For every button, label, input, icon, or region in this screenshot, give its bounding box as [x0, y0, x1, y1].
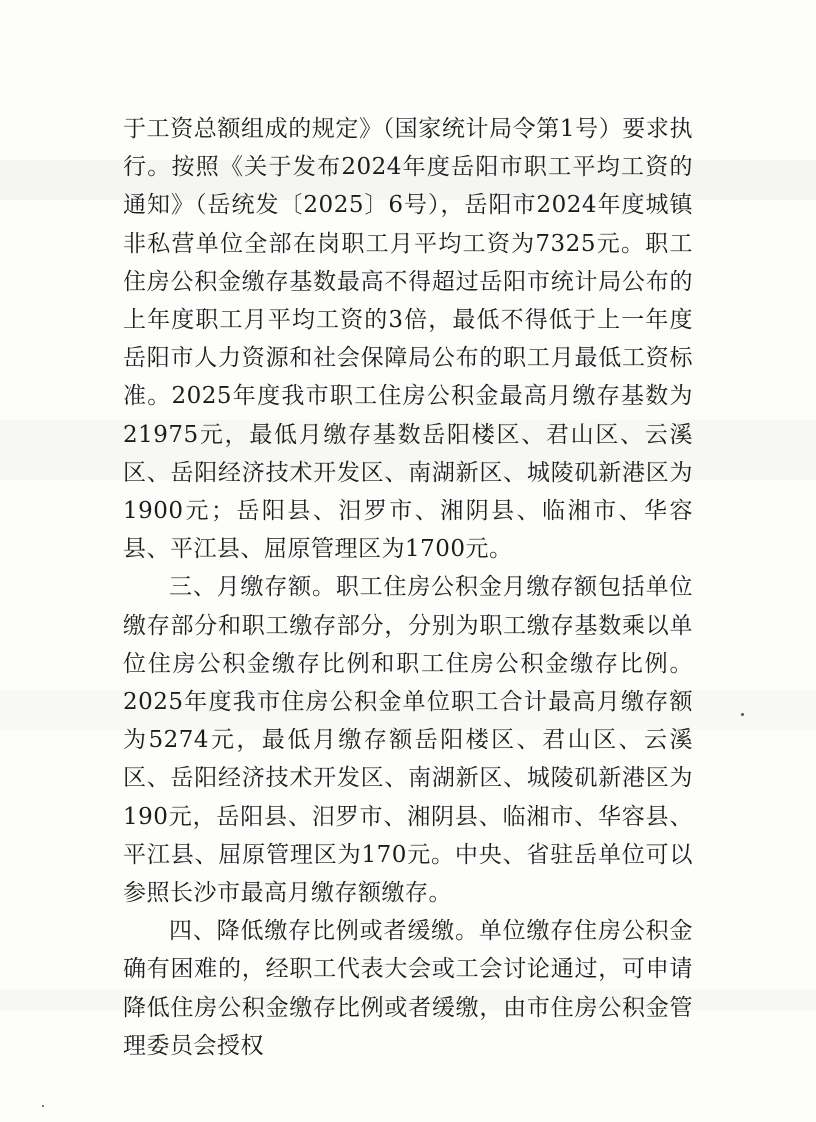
document-body	[123, 110, 693, 1065]
paragraph-reduce-or-defer: 四、降低缴存比例或者缓缴。单位缴存住房公积金确有困难的，经职工代表大会或工会讨论通过，可申请降低住房公积金缴存比例或者缓缴，由市住房公积金管理委员会授权	[123, 918, 693, 1059]
scan-speck	[42, 1105, 44, 1107]
paragraph-monthly-deposit-amount: 三、月缴存额。职工住房公积金月缴存额包括单位缴存部分和职工缴存部分，分别为职工缴存基数乘以单位住房公积金缴存比例和职工住房公积金缴存比例。2025年度我市住房公积金单位职工合计最高月缴存额为5274元，最低月缴存额岳阳楼区、君山区、云溪区、岳阳经济技术开发区、南湖新区、城陵矶新港区为190元，岳阳县、汨罗市、湘阴县、临湘市、华容县、平江县、屈原管理区为170元。中央、省驻岳单位可以参照长沙市最高月缴存额缴存。	[123, 574, 693, 907]
paragraph-base-amount-continued: 于工资总额组成的规定》（国家统计局令第1号）要求执行。按照《关于发布2024年度岳阳市职工平均工资的通知》（岳统发〔2025〕6号），岳阳市2024年度城镇非私营单位全部在岗职工月平均工资为7325元。职工住房公积金缴存基数最高不得超过岳阳市统计局公布的上年度职工月平均工资的3倍，最低不得低于上一年度岳阳市人力资源和社会保障局公布的职工月最低工资标准。2025年度我市职工住房公积金最高月缴存基数为21975元，最低月缴存基数岳阳楼区、君山区、云溪区、岳阳经济技术开发区、南湖新区、城陵矶新港区为1900元；岳阳县、汨罗市、湘阴县、临湘市、华容县、平江县、屈原管理区为1700元。	[123, 116, 693, 563]
scan-speck	[741, 713, 744, 716]
